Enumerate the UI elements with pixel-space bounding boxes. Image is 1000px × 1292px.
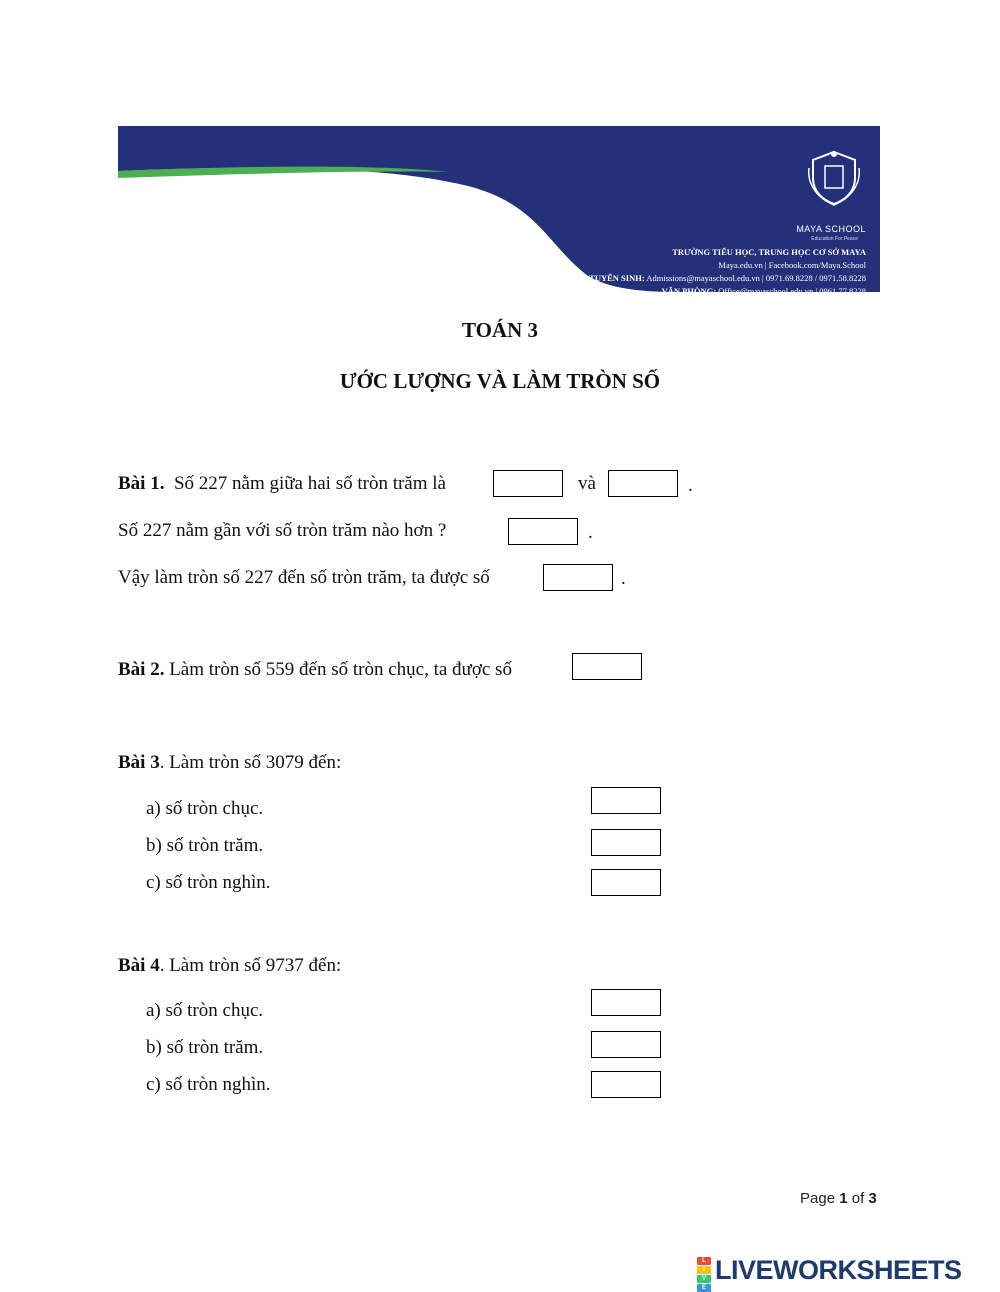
liveworksheets-blocks-icon: L I V E (697, 1256, 711, 1284)
school-tagline: Education For Peace (811, 236, 858, 242)
bai2-answer-box[interactable] (572, 653, 642, 680)
bai4-item-c: c) số tròn nghìn. (146, 1074, 271, 1095)
bai3-label: Bài 3 (118, 752, 160, 773)
office-contact: VĂN PHÒNG: Office@mayaschool.edu.vn | 0961.77.8228 (661, 286, 866, 296)
period: . (588, 522, 593, 543)
bai1-answer-box-3[interactable] (508, 518, 578, 545)
bai1-question2: Số 227 nằm gần với số tròn trăm nào hơn ? (118, 520, 447, 541)
bai1-answer-box-1[interactable] (493, 470, 563, 497)
subject-title: TOÁN 3 (461, 318, 539, 342)
bai1-question3: Vậy làm tròn số 227 đến số tròn trăm, ta được số (118, 567, 490, 588)
liveworksheets-wordmark: LIVEWORKSHEETS (715, 1254, 962, 1285)
bai3-item-b: b) số tròn trăm. (146, 835, 264, 856)
school-full-name: TRƯỜNG TIỂU HỌC, TRUNG HỌC CƠ SỞ MAYA (672, 247, 866, 257)
bai1-and-word: và (578, 473, 596, 494)
bai4-answer-box-b[interactable] (591, 1031, 661, 1058)
bai4-label: Bài 4 (118, 955, 160, 976)
period: . (688, 475, 693, 496)
bai1-answer-box-2[interactable] (608, 470, 678, 497)
bai3-item-c: c) số tròn nghìn. (146, 872, 271, 893)
liveworksheets-logo[interactable] (697, 1254, 962, 1291)
admissions-contact: TUYỂN SINH: Admissions@mayaschool.edu.vn | 0971.69.8228 / 0971.58.8228 (589, 273, 866, 283)
school-crest-icon (805, 148, 863, 206)
bai4-item-a: a) số tròn chục. (146, 1000, 264, 1021)
bai3-answer-box-a[interactable] (591, 787, 661, 814)
bai3-question: Bài 3. Làm tròn số 3079 đến: (118, 752, 342, 773)
school-contact-lines (589, 246, 866, 298)
bai3-item-a: a) số tròn chục. (146, 798, 264, 819)
bai4-item-b: b) số tròn trăm. (146, 1037, 264, 1058)
bai4-question: Bài 4. Làm tròn số 9737 đến: (118, 955, 342, 976)
bai2-question: Bài 2. Làm tròn số 559 đến số tròn chục, ta được số (118, 659, 512, 680)
bai1-answer-box-4[interactable] (543, 564, 613, 591)
bai3-answer-box-c[interactable] (591, 869, 661, 896)
school-name: MAYA SCHOOL (796, 224, 866, 234)
bai1-question1: Bài 1. Số 227 nằm giữa hai số tròn trăm là (118, 473, 446, 494)
bai2-label: Bài 2. (118, 659, 165, 680)
bai4-answer-box-a[interactable] (591, 989, 661, 1016)
header-banner (118, 126, 880, 296)
school-websites: Maya.edu.vn | Facebook.com/Maya.School (718, 260, 866, 270)
bai1-label: Bài 1. (118, 473, 165, 494)
page-number: Page 1 of 3 (800, 1190, 877, 1207)
bai4-answer-box-c[interactable] (591, 1071, 661, 1098)
period: . (621, 568, 626, 589)
bai3-answer-box-b[interactable] (591, 829, 661, 856)
topic-title: ƯỚC LƯỢNG VÀ LÀM TRÒN SỐ (339, 369, 661, 393)
